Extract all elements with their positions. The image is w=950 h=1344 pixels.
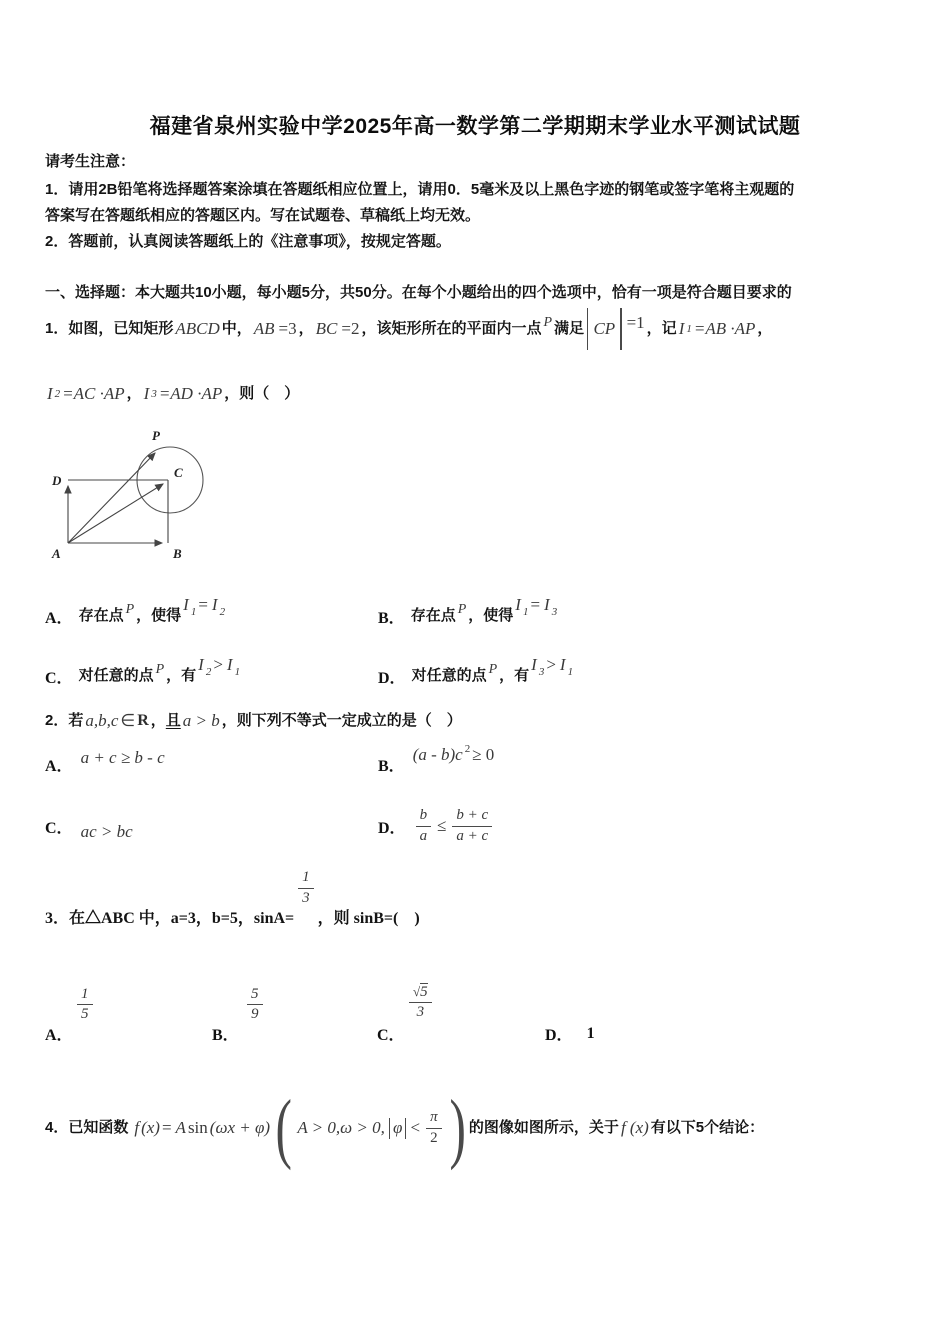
q4-math-amp: A xyxy=(175,1118,186,1137)
math-sub: 1 xyxy=(190,605,197,618)
q1-math-e1: =AB ·AP xyxy=(693,319,756,338)
option-label: B． xyxy=(378,757,405,775)
math-i: I xyxy=(198,654,204,674)
abs-bar-right xyxy=(620,308,621,350)
q2-text: ，则下列不等式一定成立的是（ ） xyxy=(221,712,462,730)
page-title: 福建省泉州实验中学2025年高一数学第二学期期末学业水平测试试题 xyxy=(149,115,801,138)
notice-line-1a: 1．请用2B铅笔将选择题答案涂填在答题纸相应位置上，请用0．5毫米及以上黑色字迹的钢笔或签字笔将主观题的 xyxy=(45,181,795,198)
math-sub: 3 xyxy=(551,605,558,618)
q2-text-qie: 且 xyxy=(165,712,181,730)
option-label: A． xyxy=(45,757,73,775)
option-math xyxy=(196,655,240,678)
q1-text: ，该矩形所在的平面内一点 xyxy=(361,320,542,338)
fraction-pi-over-2 xyxy=(426,1109,442,1147)
option-math: ac > bc xyxy=(80,822,133,841)
fraction-b-over-a xyxy=(416,807,432,845)
q1-math-ab-val: =3 xyxy=(278,319,297,338)
q2-text: 2．若 xyxy=(45,712,84,730)
q1-figure-rectangle-circle xyxy=(45,426,240,578)
q4-text: 的图像如图所示，关于 xyxy=(468,1119,619,1137)
q4-math-lt: < xyxy=(410,1118,421,1137)
label-d: D xyxy=(52,473,62,488)
q1-option-c xyxy=(45,656,240,696)
q1-math-e2: =AC ·AP xyxy=(62,384,125,403)
q2-option-a xyxy=(45,742,167,786)
option-label: C． xyxy=(45,669,73,687)
q3-option-a-fraction xyxy=(77,986,93,1024)
q3-stem xyxy=(45,869,420,936)
q3-option-c-label: C． xyxy=(377,1027,405,1044)
notice-line-1b: 答案写在答题纸相应的答题区内。写在试题卷、草稿纸上均无效。 xyxy=(45,207,481,224)
fraction-denominator: 9 xyxy=(251,1006,259,1023)
q4-math-sin: sin xyxy=(187,1118,208,1137)
option-text: ，使得 xyxy=(136,607,182,625)
q1-stem-line2 xyxy=(45,374,299,414)
fraction-bc-over-ac xyxy=(452,807,492,845)
math-sub: 1 xyxy=(567,665,574,678)
abs-bar-left xyxy=(587,308,588,350)
option-text: ，有 xyxy=(166,667,197,685)
math-sub: 1 xyxy=(522,605,529,618)
notice-heading: 请考生注意： xyxy=(45,153,136,170)
math-i: I xyxy=(559,654,566,674)
big-right-paren: ) xyxy=(449,1083,466,1172)
q1-text: ， xyxy=(298,320,314,338)
option-label: A． xyxy=(45,609,73,627)
math-rel: = xyxy=(530,594,541,614)
math-expr: (a - b)c xyxy=(412,745,463,764)
q1-text: ， xyxy=(126,385,142,403)
q1-math-i1: I xyxy=(678,319,685,338)
math-i: I xyxy=(531,654,537,674)
q1-text: 中， xyxy=(221,320,252,338)
abs-bar-left xyxy=(389,1118,390,1139)
q2-option-c xyxy=(45,798,135,854)
q4-math-arg: (ωx + φ) xyxy=(209,1118,271,1137)
fraction-numerator: 1 xyxy=(298,869,314,888)
math-rel: > xyxy=(546,654,556,674)
q1-math-i2-sub: 2 xyxy=(54,388,61,400)
q4-math-eq: = xyxy=(161,1118,172,1137)
q3-option-c-fraction xyxy=(409,984,432,1022)
q4-math-fx2: f (x) xyxy=(620,1118,649,1137)
math-rel: = xyxy=(198,594,208,614)
q3-option-d-label: D． xyxy=(545,1027,573,1044)
q3-option-a-label: A． xyxy=(45,1027,73,1044)
q1-math-p: P xyxy=(543,315,553,330)
math-sub: 2 xyxy=(205,665,212,678)
label-a: A xyxy=(52,546,61,561)
q2-math-agtb: a > b xyxy=(182,711,220,730)
fraction-numerator: π xyxy=(426,1109,442,1128)
option-text: 对任意的点 xyxy=(411,667,487,685)
q1-math-abcd: ABCD xyxy=(175,319,220,338)
option-math xyxy=(411,743,497,765)
fraction-numerator xyxy=(409,984,432,1003)
q4-math-x: (x) xyxy=(141,1118,160,1137)
option-math-p: P xyxy=(125,602,135,617)
q3-option-b-fraction xyxy=(247,986,263,1024)
big-left-paren: ( xyxy=(275,1083,292,1172)
math-rel: > xyxy=(213,654,223,674)
q2-stem xyxy=(45,704,462,738)
option-math-p: P xyxy=(457,602,467,617)
option-label: D． xyxy=(378,819,406,837)
fraction-one-third xyxy=(298,869,314,907)
math-sub: 2 xyxy=(219,605,226,618)
option-math xyxy=(513,595,557,618)
math-i: I xyxy=(226,654,233,674)
q2-option-b xyxy=(378,742,496,786)
q1-math-i3-sub: 3 xyxy=(151,388,157,400)
option-math: a + c ≥ b - c xyxy=(80,748,165,767)
fraction-denominator: 3 xyxy=(416,1004,425,1021)
q1-math-bc-val: =2 xyxy=(341,319,360,338)
fraction-numerator: b xyxy=(416,807,432,826)
q2-math-abc: a,b,c xyxy=(85,711,119,730)
option-math xyxy=(529,655,573,678)
math-rel: ≥ 0 xyxy=(472,745,495,764)
math-i: I xyxy=(211,594,218,614)
option-text: 存在点 xyxy=(410,607,456,625)
math-i: I xyxy=(183,594,189,614)
element-of-symbol: ∈ xyxy=(120,711,136,730)
q1-math-i3: I xyxy=(143,384,150,403)
fraction-denominator: 5 xyxy=(81,1006,89,1023)
q1-text: ，记 xyxy=(646,320,677,338)
fraction-denominator: a + c xyxy=(456,827,489,844)
q1-math-ab: AB xyxy=(253,319,275,338)
q4-math-phi: φ xyxy=(392,1118,403,1137)
radical-sign: √ xyxy=(413,984,421,999)
q1-math-i2: I xyxy=(47,384,53,403)
option-text: 存在点 xyxy=(78,607,124,625)
section-1-header: 一、选择题：本大题共10小题，每小题5分，共50分。在每个小题给出的四个选项中，恰有一项是符合题目要求的 xyxy=(45,284,792,301)
option-math-p: P xyxy=(488,662,498,677)
math-rel: ≤ xyxy=(437,816,447,835)
option-math xyxy=(181,595,225,618)
q4-stem xyxy=(45,1082,764,1174)
q1-text: ， xyxy=(757,320,773,338)
option-label: B． xyxy=(378,609,405,627)
fraction-numerator: 1 xyxy=(77,986,93,1005)
math-i: I xyxy=(544,594,550,614)
q4-text: 有以下5个结论： xyxy=(650,1119,765,1137)
fraction-denominator: a xyxy=(419,827,428,844)
option-label: D． xyxy=(378,669,406,687)
q3-text: 3．在△ABC 中，a=3，b=5，sinA= xyxy=(45,909,295,927)
label-c: C xyxy=(174,465,183,480)
q1-option-d xyxy=(378,656,573,696)
option-text: 对任意的点 xyxy=(78,667,154,685)
q1-option-b xyxy=(378,596,557,636)
q4-text: 4．已知函数 xyxy=(45,1119,129,1137)
label-p: P xyxy=(152,428,160,443)
option-label: C． xyxy=(45,819,73,837)
q1-math-i1-sub: 1 xyxy=(686,323,692,335)
fraction-numerator: b + c xyxy=(452,807,492,826)
q2-option-d xyxy=(378,798,496,854)
q3-option-b-label: B． xyxy=(212,1027,239,1044)
q1-text: 满足 xyxy=(554,320,585,338)
q1-math-e3: =AD ·AP xyxy=(158,384,223,403)
q4-math-f: f xyxy=(134,1118,140,1137)
q1-math-bc: BC xyxy=(315,319,338,338)
fraction-denominator: 3 xyxy=(302,889,310,906)
option-text: ，有 xyxy=(499,667,530,685)
math-i: I xyxy=(515,594,521,614)
fraction-denominator: 2 xyxy=(430,1129,438,1146)
math-sub: 1 xyxy=(234,665,241,678)
q1-math-cp-val: =1 xyxy=(626,313,645,332)
label-b: B xyxy=(173,546,182,561)
math-sup: 2 xyxy=(464,743,471,755)
abs-bar-right xyxy=(405,1118,406,1139)
option-math-p: P xyxy=(155,662,165,677)
q1-option-a xyxy=(45,596,225,636)
q2-text: ， xyxy=(150,712,166,730)
q3-text: ，则 sinB=( ) xyxy=(317,909,420,927)
option-text: ，使得 xyxy=(468,607,514,625)
math-sub: 3 xyxy=(538,665,545,678)
q3-option-d-value: 1 xyxy=(586,1024,595,1042)
q4-math-cond: A > 0,ω > 0, xyxy=(297,1118,385,1137)
fraction-numerator: 5 xyxy=(247,986,263,1005)
q2-math-r: R xyxy=(137,712,149,729)
q3-option-d xyxy=(545,1022,595,1045)
notice-line-2: 2．答题前，认真阅读答题纸上的《注意事项》，按规定答题。 xyxy=(45,233,451,250)
radicand: 5 xyxy=(420,984,428,1000)
q1-text: 1．如图，已知矩形 xyxy=(45,320,174,338)
q1-math-cp: CP xyxy=(593,319,616,338)
q1-text: ，则（ ） xyxy=(224,385,300,403)
vector-ac xyxy=(68,484,163,543)
q1-stem-line1 xyxy=(45,303,772,355)
